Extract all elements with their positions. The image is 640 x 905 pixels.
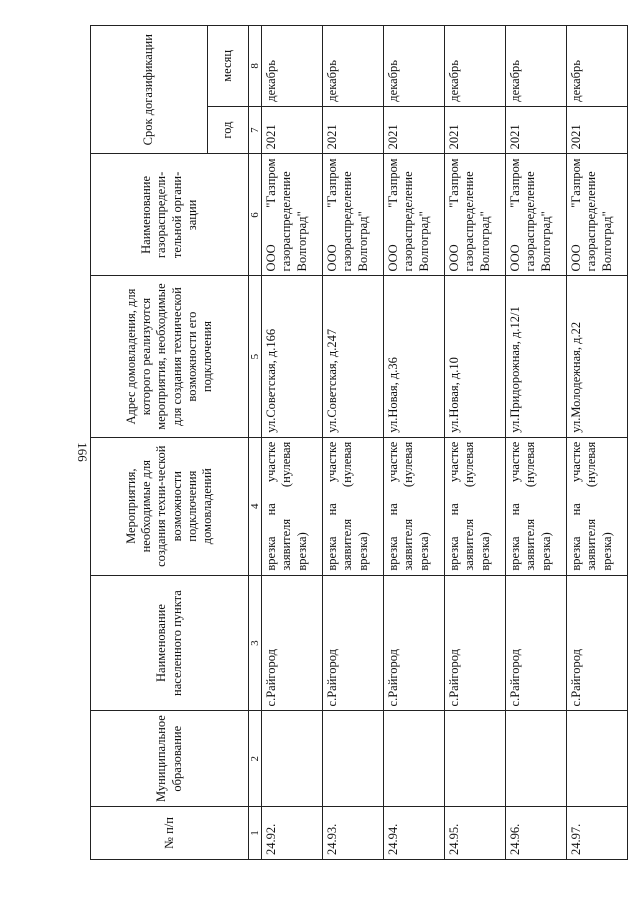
cell-month: декабрь xyxy=(506,26,567,107)
header-num: № п/п xyxy=(91,806,249,859)
gasification-table xyxy=(90,25,628,860)
cell-year: 2021 xyxy=(445,106,506,154)
cell-num: 24.97. xyxy=(567,806,628,859)
header-municipality: Муниципальное образование xyxy=(91,711,249,806)
header-month: месяц xyxy=(208,26,249,107)
cell-settlement: с.Райгород xyxy=(323,575,384,711)
cell-month: декабрь xyxy=(384,26,445,107)
column-number: 3 xyxy=(249,575,262,711)
column-number: 5 xyxy=(249,276,262,437)
cell-address: ул.Придорожная, д.12/1 xyxy=(506,276,567,437)
cell-municipality xyxy=(567,711,628,806)
cell-measures: врезка на участке заявителя (нулевая врезка) xyxy=(323,437,384,575)
cell-gdo: ООО "Газпром газораспределение Волгоград" xyxy=(384,154,445,276)
cell-municipality xyxy=(384,711,445,806)
cell-measures: врезка на участке заявителя (нулевая врезка) xyxy=(506,437,567,575)
cell-measures: врезка на участке заявителя (нулевая врезка) xyxy=(384,437,445,575)
table-row xyxy=(506,26,567,860)
cell-month: декабрь xyxy=(262,26,323,107)
table-row xyxy=(445,26,506,860)
cell-settlement: с.Райгород xyxy=(384,575,445,711)
column-number: 2 xyxy=(249,711,262,806)
header-gdo: Наименование газораспредели-тельной органи-зации xyxy=(91,154,249,276)
column-number: 6 xyxy=(249,154,262,276)
cell-municipality xyxy=(506,711,567,806)
cell-measures: врезка на участке заявителя (нулевая врезка) xyxy=(567,437,628,575)
cell-year: 2021 xyxy=(567,106,628,154)
cell-measures: врезка на участке заявителя (нулевая врезка) xyxy=(262,437,323,575)
rotated-table-container xyxy=(90,25,614,860)
column-number: 1 xyxy=(249,806,262,859)
cell-settlement: с.Райгород xyxy=(567,575,628,711)
cell-settlement: с.Райгород xyxy=(506,575,567,711)
cell-month: декабрь xyxy=(323,26,384,107)
cell-address: ул.Советская, д.166 xyxy=(262,276,323,437)
column-number: 8 xyxy=(249,26,262,107)
cell-address: ул.Новая, д.10 xyxy=(445,276,506,437)
table-row xyxy=(323,26,384,860)
cell-gdo: ООО "Газпром газораспределение Волгоград" xyxy=(445,154,506,276)
header-address: Адрес домовладения, для которого реализуются мероприятия, необходимые для создания технической возможности его подключения xyxy=(91,276,249,437)
page-number: 166 xyxy=(75,442,90,462)
cell-year: 2021 xyxy=(506,106,567,154)
header-year: год xyxy=(208,106,249,154)
cell-num: 24.93. xyxy=(323,806,384,859)
cell-municipality xyxy=(323,711,384,806)
cell-address: ул.Молодежная, д.22 xyxy=(567,276,628,437)
cell-num: 24.94. xyxy=(384,806,445,859)
column-number: 4 xyxy=(249,437,262,575)
cell-gdo: ООО "Газпром газораспределение Волгоград" xyxy=(323,154,384,276)
cell-month: декабрь xyxy=(445,26,506,107)
cell-year: 2021 xyxy=(323,106,384,154)
cell-gdo: ООО "Газпром газораспределение Волгоград" xyxy=(506,154,567,276)
cell-year: 2021 xyxy=(384,106,445,154)
header-measures: Мероприятия, необходимые для создания техни-ческой возможности подключения домовладений xyxy=(91,437,249,575)
cell-year: 2021 xyxy=(262,106,323,154)
table-row xyxy=(384,26,445,860)
table-row xyxy=(262,26,323,860)
column-number: 7 xyxy=(249,106,262,154)
cell-municipality xyxy=(445,711,506,806)
cell-gdo: ООО "Газпром газораспределение Волгоград" xyxy=(567,154,628,276)
header-settlement: Наименование населенного пункта xyxy=(91,575,249,711)
cell-address: ул.Новая, д.36 xyxy=(384,276,445,437)
cell-municipality xyxy=(262,711,323,806)
cell-num: 24.96. xyxy=(506,806,567,859)
table-row xyxy=(567,26,628,860)
cell-gdo: ООО "Газпром газораспределение Волгоград" xyxy=(262,154,323,276)
cell-address: ул.Советская, д.247 xyxy=(323,276,384,437)
header-term: Срок догазификации xyxy=(91,26,208,154)
cell-settlement: с.Райгород xyxy=(445,575,506,711)
cell-settlement: с.Райгород xyxy=(262,575,323,711)
cell-month: декабрь xyxy=(567,26,628,107)
cell-measures: врезка на участке заявителя (нулевая врезка) xyxy=(445,437,506,575)
cell-num: 24.92. xyxy=(262,806,323,859)
cell-num: 24.95. xyxy=(445,806,506,859)
